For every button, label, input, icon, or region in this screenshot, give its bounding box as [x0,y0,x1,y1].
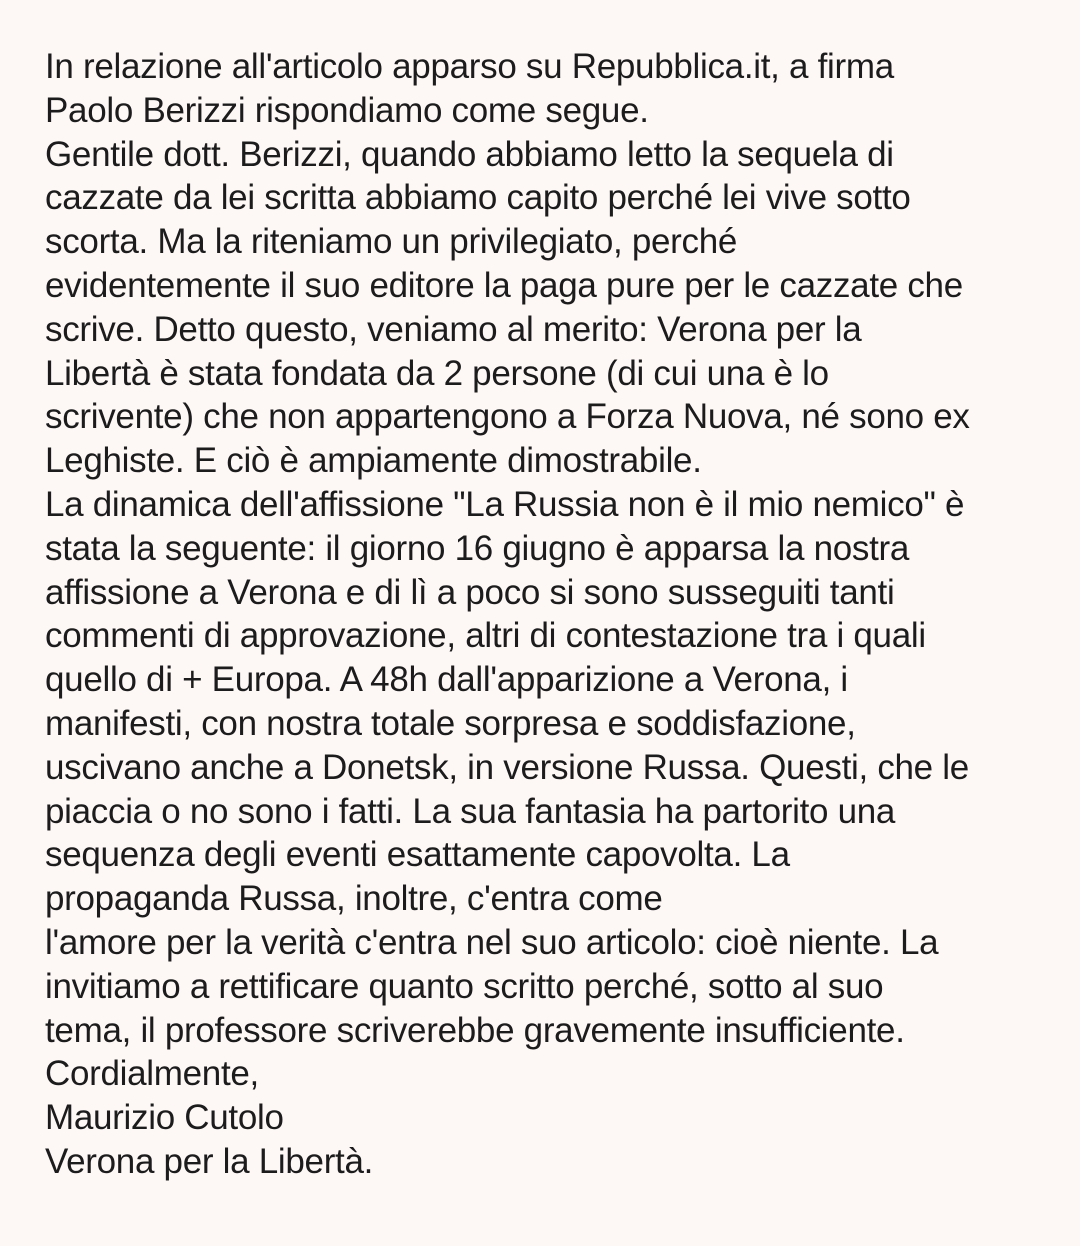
letter-line: Gentile dott. Berizzi, quando abbiamo letto la sequela di [45,134,894,174]
letter-line: La dinamica dell'affissione "La Russia non è il mio nemico" è [45,484,965,524]
letter-line: In relazione all'articolo apparso su Repubblica.it, a firma [45,47,894,86]
letter-line: piaccia o no sono i fatti. La sua fantasia ha partorito una [45,791,896,831]
letter-line: uscivano anche a Donetsk, in versione Russa. Questi, che le [45,747,969,787]
letter-line: cazzate da lei scritta abbiamo capito perché lei vive sotto [45,178,911,218]
letter-line: affissione a Verona e di lì a poco si sono susseguiti tanti [45,572,895,612]
letter-line: quello di + Europa. A 48h dall'apparizione a Verona, i [45,660,848,700]
letter-line: tema, il professore scriverebbe gravemente insufficiente. [45,1010,905,1050]
letter-line: manifesti, con nostra totale sorpresa e soddisfazione, [45,703,856,743]
signature-name: Maurizio Cutolo [45,1098,284,1138]
letter-line: propaganda Russa, inoltre, c'entra come [45,879,663,919]
letter-line: Leghiste. E ciò è ampiamente dimostrabile. [45,441,702,481]
letter-line: sequenza degli eventi esattamente capovolta. La [45,835,790,875]
letter-line: Paolo Berizzi rispondiamo come segue. [45,90,649,130]
closing-line: Cordialmente, [45,1054,259,1094]
letter-line: stata la seguente: il giorno 16 giugno è apparsa la nostra [45,528,910,568]
letter-line: invitiamo a rettificare quanto scritto perché, sotto al suo [45,966,884,1006]
letter-line: scrive. Detto questo, veniamo al merito: Verona per la [45,309,862,349]
letter-line: Libertà è stata fondata da 2 persone (di cui una è lo [45,353,829,393]
letter-line: l'amore per la verità c'entra nel suo articolo: cioè niente. La [45,922,939,962]
letter-body [45,45,1055,1184]
letter-line: scrivente) che non appartengono a Forza Nuova, né sono ex [45,397,970,437]
letter-line: scorta. Ma la riteniamo un privilegiato, perché [45,222,738,262]
letter-line: evidentemente il suo editore la paga pure per le cazzate che [45,265,963,305]
signature-organization: Verona per la Libertà. [45,1141,374,1181]
letter-line: commenti di approvazione, altri di contestazione tra i quali [45,616,926,656]
